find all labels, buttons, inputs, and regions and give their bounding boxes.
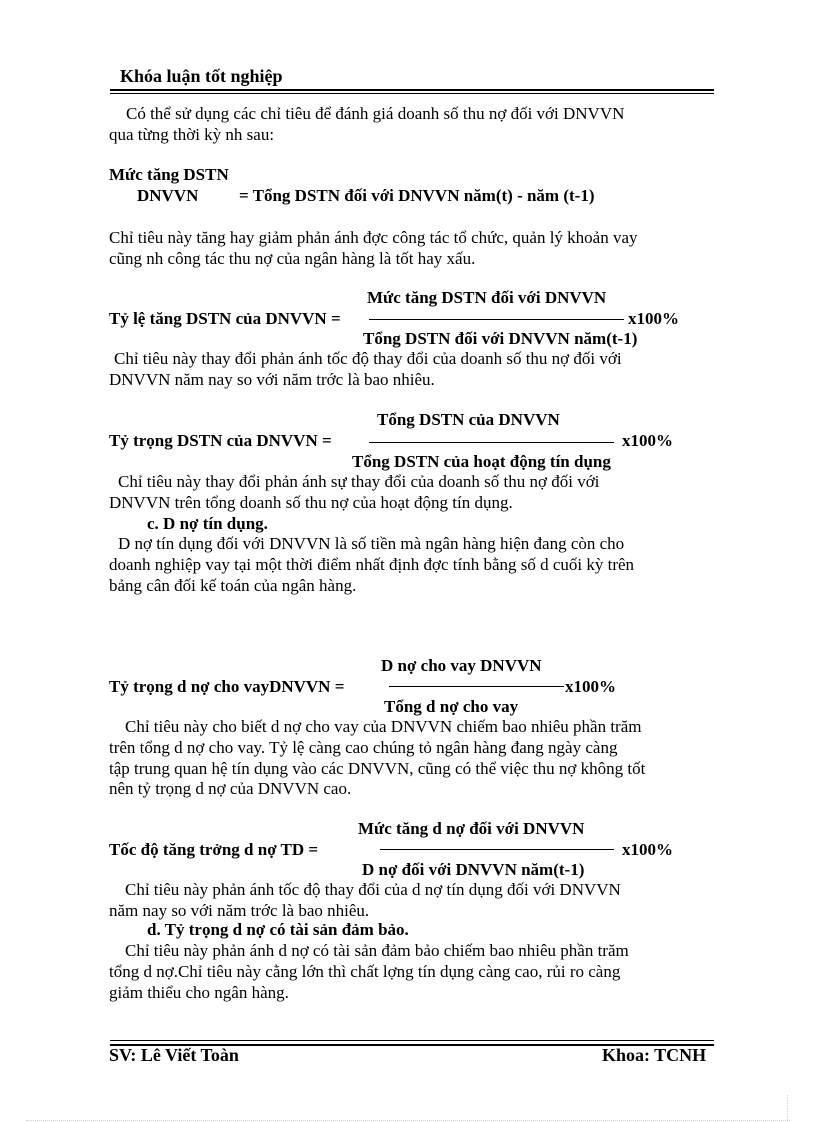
- intro-line-2: qua từng thời kỳ nh sau:: [109, 125, 275, 144]
- formula5-suffix: x100%: [622, 840, 673, 859]
- formula3-label: Tỷ trọng DSTN của DNVVN =: [109, 431, 332, 450]
- formula5-fraction-bar: [380, 849, 614, 850]
- formula5-denominator: D nợ đối với DNVVN năm(t-1): [362, 860, 585, 879]
- para6-line-1: Chỉ tiêu này phản ánh tốc độ thay đổi của d nợ tín dụng đối với DNVVN: [125, 880, 621, 899]
- formula4-denominator: Tổng d nợ cho vay: [384, 697, 519, 716]
- para2-line-1: Chỉ tiêu này thay đổi phản ánh tốc độ thay đổi của doanh số thu nợ đối với: [114, 349, 622, 368]
- para4-line-2: doanh nghiệp vay tại một thời điểm nhất định đợc tính bằng số d cuối kỳ trên: [109, 555, 635, 574]
- formula3-suffix: x100%: [622, 431, 673, 450]
- formula4-numerator: D nợ cho vay DNVVN: [381, 656, 542, 675]
- formula1-line2-left: DNVVN: [137, 186, 199, 205]
- header-rule-thick: [110, 89, 714, 91]
- formula2-suffix: x100%: [628, 309, 679, 328]
- formula4-label: Tỷ trọng d nợ cho vayDNVVN =: [109, 677, 345, 696]
- para5-line-3: tập trung quan hệ tín dụng vào các DNVVN, cũng có thể việc thu nợ không tốt: [109, 759, 646, 778]
- para5-line-2: trên tổng d nợ cho vay. Tỷ lệ càng cao chúng tỏ ngân hàng đang ngày càng: [109, 738, 618, 757]
- formula5-label: Tốc độ tăng trởng d nợ TD =: [109, 840, 319, 859]
- para4-line-3: bảng cân đối kế toán của ngân hàng.: [109, 576, 357, 595]
- para1-line-2: cũng nh công tác thu nợ của ngân hàng là tốt hay xấu.: [109, 249, 476, 268]
- para1-line-1: Chỉ tiêu này tăng hay giảm phản ánh đợc công tác tổ chức, quản lý khoản vay: [109, 228, 638, 247]
- section-d-heading: d. Tỷ trọng d nợ có tài sản đảm bảo.: [147, 920, 409, 939]
- formula3-fraction-bar: [369, 442, 614, 443]
- para4-line-1: D nợ tín dụng đối với DNVVN là số tiền mà ngân hàng hiện đang còn cho: [118, 534, 625, 553]
- formula4-suffix: x100%: [565, 677, 616, 696]
- formula2-denominator: Tổng DSTN đối với DNVVN năm(t-1): [363, 329, 638, 348]
- para5-line-4: nên tỷ trọng d nợ của DNVVN cao.: [109, 779, 352, 798]
- para2-line-2: DNVVN năm nay so với năm trớc là bao nhiêu.: [109, 370, 435, 389]
- formula1-line1: Mức tăng DSTN: [109, 165, 229, 184]
- header-rule-thin: [110, 93, 714, 94]
- formula4-fraction-bar: [389, 686, 564, 687]
- para7-line-1: Chỉ tiêu này phản ánh d nợ có tài sản đảm bảo chiếm bao nhiêu phần trăm: [125, 941, 629, 960]
- para3-line-2: DNVVN trên tổng doanh số thu nợ của hoạt động tín dụng.: [109, 493, 513, 512]
- para5-line-1: Chỉ tiêu này cho biết d nợ cho vay của DNVVN chiếm bao nhiêu phần trăm: [125, 717, 642, 736]
- page-edge-corner: [787, 1095, 788, 1120]
- para6-line-2: năm nay so với năm trớc là bao nhiêu.: [109, 901, 370, 920]
- formula3-denominator: Tổng DSTN của hoạt động tín dụng: [352, 452, 611, 471]
- section-c-heading: c. D nợ tín dụng.: [147, 514, 268, 533]
- para3-line-1: Chỉ tiêu này thay đổi phản ánh sự thay đổi của doanh số thu nợ đối với: [118, 472, 600, 491]
- formula2-numerator: Mức tăng DSTN đối với DNVVN: [367, 288, 607, 307]
- formula3-numerator: Tổng DSTN của DNVVN: [377, 410, 560, 429]
- formula2-label: Tỷ lệ tăng DSTN của DNVVN =: [109, 309, 341, 328]
- page-edge-bottom: [26, 1120, 790, 1121]
- formula2-fraction-bar: [369, 319, 624, 320]
- para7-line-2: tổng d nợ.Chỉ tiêu này cằng lớn thì chất lợng tín dụng càng cao, rủi ro càng: [109, 962, 621, 981]
- header-title: Khóa luận tốt nghiệp: [120, 66, 283, 86]
- footer-student: SV: Lê Viết Toàn: [109, 1045, 239, 1065]
- footer-faculty: Khoa: TCNH: [602, 1045, 707, 1065]
- intro-line-1: Có thể sử dụng các chỉ tiêu để đánh giá doanh số thu nợ đối với DNVVN: [126, 104, 625, 123]
- formula5-numerator: Mức tăng d nợ đối với DNVVN: [358, 819, 585, 838]
- footer-rule-thin: [110, 1040, 714, 1041]
- para7-line-3: giảm thiểu cho ngân hàng.: [109, 983, 289, 1002]
- formula1-line2-right: = Tổng DSTN đối với DNVVN năm(t) - năm (t-1): [239, 186, 595, 205]
